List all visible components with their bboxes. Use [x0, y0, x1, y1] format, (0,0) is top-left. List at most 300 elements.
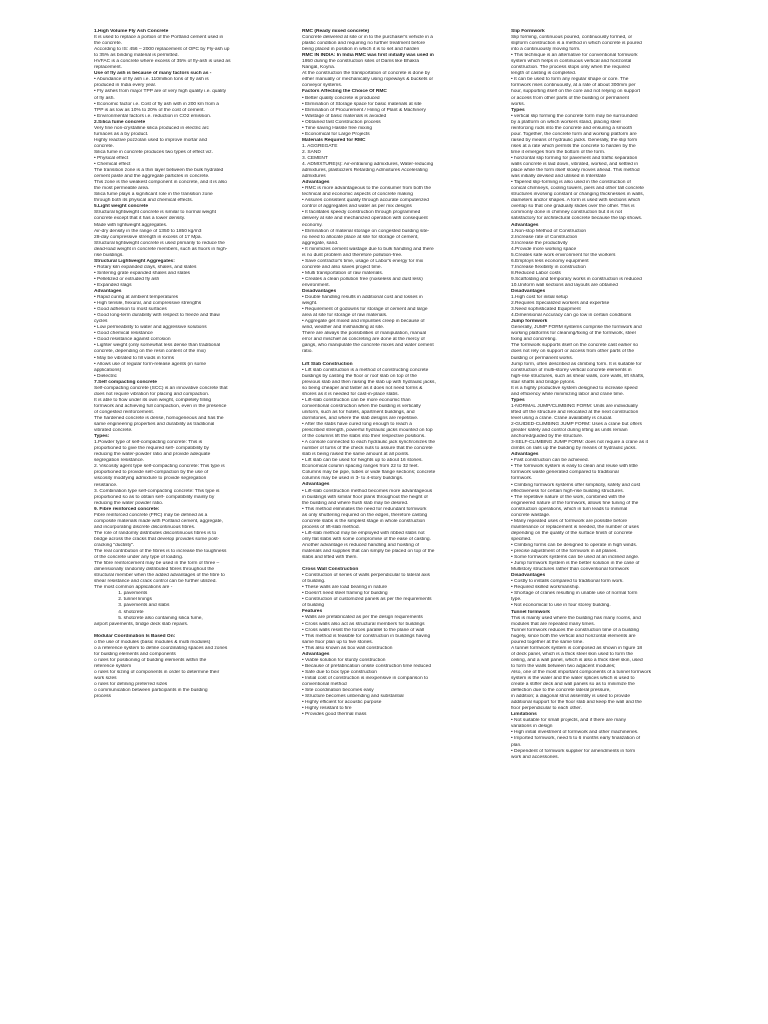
- section-heading: Advantages: [302, 651, 330, 657]
- text-line: This is mainly used where the building has many rooms, and: [511, 615, 641, 621]
- text-line: • Allows use of regular form-release agents (in some: [94, 361, 207, 367]
- section-heading: Advantages: [511, 222, 539, 228]
- text-line: • Safe due to box type construction: [302, 669, 377, 675]
- text-line: • The formwork system is easy to clean and reuse with little: [511, 464, 638, 470]
- text-line: plastic condition and requiring no further treatment before: [302, 41, 426, 47]
- text-line: 2. Viscosity agent type self-compacting concrete: This type is: [94, 464, 225, 470]
- text-line: columns may be used in 3- to 4-story buildings.: [302, 476, 404, 482]
- text-line: concrete wastage.: [511, 512, 551, 518]
- text-line: the most permeable area.: [94, 186, 150, 192]
- text-line: • Not suitable for small projects, and if there are many: [511, 718, 627, 724]
- text-line: being placed in position in which it is to set and harden: [302, 47, 420, 53]
- text-line: reference system: [94, 663, 132, 669]
- text-line: walls concrete is laid down, vibrated, worked, and settled in: [511, 162, 639, 168]
- section-heading: Use of fly ash is because of many factors such as -: [94, 71, 212, 77]
- section-heading: Disadvantages: [511, 573, 546, 579]
- text-line: system is the waler and the waler splices which is used to: [511, 676, 635, 682]
- text-line: high-rise structures, such as shear walls, core walls, lift shafts,: [511, 373, 645, 379]
- text-line: control of aggregates and water as per mix designs: [302, 204, 412, 210]
- text-line: 3. CEMENT: [302, 155, 328, 161]
- section-heading: Tunnel formwork: [511, 609, 550, 615]
- text-line: The most common applications are -: [94, 585, 173, 591]
- text-line: time it emerges from the bottom of the form.: [511, 149, 606, 155]
- text-line: of congested reinforcement.: [94, 409, 155, 415]
- text-line: • Costly to installs compared to traditional form work.: [511, 579, 624, 585]
- text-line: airport pavements, bridge deck slab repairs.: [94, 621, 189, 627]
- text-line: o rules for positioning of building elements within the: [94, 657, 207, 663]
- text-line: work sizes: [94, 675, 117, 681]
- text-line: engineered nature of the formwork, allows fine tuning of the: [511, 500, 639, 506]
- text-line: work and accessories.: [511, 754, 559, 760]
- text-line: • This method is feasible for construction in buildings having: [302, 633, 431, 639]
- text-line: technical and economic aspects of concrete making: [302, 192, 413, 198]
- text-line: formwork waste generated compared to traditional: [511, 470, 619, 476]
- text-line: • These walls are load bearing in nature: [302, 585, 388, 591]
- text-line: the building and where flush slab may be desired.: [302, 500, 409, 506]
- text-line: of the columns lift the slabs into their respective positions.: [302, 434, 426, 440]
- text-line: of building.: [302, 579, 326, 585]
- text-line: • Abundance of fly ash i.e. 110million tons of fly ash is: [94, 77, 209, 83]
- text-line: • Better quality concrete is produced: [302, 95, 380, 101]
- text-line: of the concrete under any type of loading.: [94, 555, 184, 561]
- text-line: dead-load weight in concrete members, such as floors in high-: [94, 246, 228, 252]
- text-line: anchored/guided by the structure.: [511, 434, 584, 440]
- text-line: • Climbing forms can be designed to operate in high winds.: [511, 542, 638, 548]
- text-line: The formwork supports itself on the concrete cast earlier so: [511, 343, 639, 349]
- text-line: resistance.: [94, 482, 118, 488]
- text-line: cement paste and the aggregate particles in concrete.: [94, 174, 210, 180]
- section-heading: Factors Affecting the Choice Of RMC: [302, 89, 387, 95]
- text-line: 3. pavements and slabs: [94, 603, 170, 609]
- text-line: • Rotary kiln expanded clays, shales, and slates: [94, 264, 197, 270]
- text-line: • Doesn't need steel framing for building: [302, 591, 388, 597]
- text-line: composite materials made with Portland cement, aggregate,: [94, 518, 223, 524]
- text-line: • horizontal slip forming for pavement and traffic separation: [511, 155, 638, 161]
- text-line: • Elimination of Procurement / Hiring of Plant & Machinery: [302, 107, 426, 113]
- text-line: modules that are repeated many times.: [511, 621, 596, 627]
- text-line: specified.: [511, 536, 532, 542]
- text-line: process of lift-slab method.: [302, 524, 360, 530]
- text-line: • Provides good thermal mass: [302, 712, 367, 718]
- text-line: 1-NORMAL JUMP/CLIMBING FORM: Units are individually: [511, 403, 638, 409]
- text-line: 6.Employs less economy equipment: [511, 258, 589, 264]
- text-line: formwork.: [511, 476, 533, 482]
- section-heading: RMC IN INDIA: In India RMC was first initially was used in: [302, 53, 434, 59]
- text-line: cycles: [94, 319, 108, 325]
- text-line: • Economical for Large Projects: [302, 131, 370, 137]
- text-line: admixtures: [302, 174, 326, 180]
- text-line: • After the slabs have cured long enough to reach a: [302, 422, 412, 427]
- text-line: floor perpendicular to each other.: [511, 706, 582, 712]
- text-line: proportioned to give the required self- compatibility by: [94, 446, 209, 452]
- text-line: works.: [511, 101, 525, 107]
- text-line: 5.Creates safe work environment for the workers: [511, 252, 616, 258]
- text-line: dimensionally randomly distributed fibres throughout the: [94, 567, 215, 573]
- text-line: ceiling, and a wall panel, which is also a thick steel skin, used: [511, 657, 643, 663]
- text-line: • Cross walls resist the forces parallel to the plane of wall: [302, 627, 425, 633]
- section-heading: RMC (Ready mixed concrete): [302, 29, 370, 34]
- text-line: • Assures consistent quality through accurate computerized: [302, 198, 429, 204]
- text-line: Structural lightweight concrete is used primarily to reduce the: [94, 240, 225, 246]
- text-line: Multistory structures rather than conventional formwork: [511, 567, 629, 573]
- text-line: • Good chemical resistance: [94, 331, 153, 337]
- text-line: • Sintering grate expanded shales and slates: [94, 270, 190, 276]
- text-line: Highly reactive pozzolan used to improve mortar and: [94, 137, 208, 143]
- text-line: • vertical slip forming the concrete form may be surrounded: [511, 113, 638, 119]
- text-line: • Construction of series of walls perpendicular to lateral axis: [302, 573, 430, 579]
- text-line: • Rapid curing at ambient temperatures: [94, 295, 179, 301]
- text-line: by a platform on which workers stand, placing steel: [511, 119, 621, 125]
- text-line: 2.Requires Specialized workers and expertise: [511, 301, 610, 307]
- text-line: shear resistance and crack control can be further utilized.: [94, 579, 217, 585]
- section-heading: Advantages: [94, 289, 122, 295]
- text-line: 5. shotcrete also containing silica fume,: [94, 615, 203, 621]
- text-line: reducing the water powder ratio.: [94, 500, 164, 506]
- text-line: deflection due to the concrete lateral pressure,: [511, 688, 611, 694]
- text-line: The transition zone is a thin layer between the bulk hydrated: [94, 168, 224, 174]
- text-line: 2.Increase rate of Construction: [511, 234, 578, 240]
- text-line: of building: [302, 603, 325, 609]
- text-line: • Initial cost of construction is inexpensive in comparison to: [302, 675, 429, 681]
- text-line: • Some formwork systems can be used at an inclined angle.: [511, 555, 640, 561]
- text-line: either manually or mechanically using ropeways & buckets or: [302, 77, 434, 83]
- section-heading: Types:: [94, 434, 110, 440]
- text-line: • Highly efficient for acoustic purpose: [302, 700, 382, 706]
- text-line: uniform, such as for hotels, apartment buildings, and: [302, 409, 415, 415]
- text-line: bridge across the cracks that develop provides some post-: [94, 536, 220, 542]
- text-line: climbs on rails up the building by means of hydraulic jacks.: [511, 446, 637, 452]
- text-line: • High initial investment of formwork and other machineries.: [511, 730, 639, 736]
- text-line: place while the form itself slowly moves ahead. This method: [511, 168, 640, 174]
- text-line: It is able to flow under its own weight, completely filling: [94, 397, 212, 403]
- column-left: [94, 29, 280, 1020]
- text-line: o the use of modules (basic modules & multi modules): [94, 639, 211, 645]
- text-line: 3.Need sophisticated Equipment: [511, 307, 581, 313]
- text-line: buildings by casting the floor or roof slab on top of the: [302, 373, 417, 379]
- text-line: It is a highly productive system designed to increase speed: [511, 385, 638, 391]
- text-line: hour, supporting itself on the core and not relying on support: [511, 89, 640, 95]
- text-line: 2. tunnel linings: [94, 597, 152, 603]
- text-line: • May be vibrated to fill voids in forms: [94, 355, 175, 361]
- section-heading: Lift Slab Construction: [302, 361, 353, 367]
- text-line: It is used to replace a portion of the Portland cement used in: [94, 35, 224, 41]
- section-heading: Types: [511, 397, 525, 403]
- text-line: • Lift slab can be used for heights up to about 16 stories.: [302, 458, 423, 464]
- text-line: • Pelletized or extruded fly ash: [94, 276, 160, 282]
- text-line: • Time saving Hassle free mixing: [302, 125, 373, 131]
- text-line: Concrete delivered at site or in to the purchaser's vehicle in a: [302, 35, 433, 41]
- text-line: concrete and also saves project time.: [302, 264, 382, 270]
- text-line: 1.Powder type of self-compacting concrete: This is: [94, 440, 203, 446]
- text-line: • Good resistance against corrosion: [94, 337, 171, 343]
- text-line: • Because of prefabrication onsite construction time reduced: [302, 663, 432, 669]
- text-line: • Wastage of basic materials is avoided: [302, 113, 387, 119]
- text-line: raised by means of hydraulic jacks. Generally, the slip form: [511, 137, 638, 143]
- text-line: rises at a rate which permits the concrete to harden by the: [511, 143, 636, 149]
- section-heading: 2.Silica fume concrete: [94, 119, 146, 125]
- text-line: viscosity modifying admixture to provide segregation: [94, 476, 207, 482]
- section-heading: Limitations: [511, 712, 537, 718]
- text-line: 3-SELF-CLIMBING JUMP FORM: does not require a crane as it: [511, 440, 648, 446]
- text-line: plan.: [511, 742, 522, 748]
- text-line: does not rely on support or access from other parts of the: [511, 349, 635, 355]
- text-line: applications): [94, 367, 122, 373]
- text-line: Made with lightweight aggregates.: [94, 222, 168, 228]
- text-line: The fibre reinforcement may be used in the form of three –: [94, 561, 220, 567]
- text-line: The hardened concrete is dense, homogeneous and has the: [94, 416, 224, 421]
- text-line: • Aggregate get mixed and impurities creep in because of: [302, 319, 425, 325]
- text-line: • Low permeability to water and aggressive solutions: [94, 325, 207, 331]
- text-line: prescribed strength, powerful hydraulic jacks mounted on top: [302, 428, 433, 434]
- text-line: The real contribution of the fibres is to increase the toughness: [94, 549, 227, 555]
- text-line: • Good long-term durability with respect to freeze and thaw: [94, 313, 220, 319]
- text-line: 2-GUIDED-CLIMBING JUMP FORM: Uses a crane but offers: [511, 422, 642, 428]
- text-line: • Obtained fast Construction process: [302, 119, 381, 125]
- text-line: o rules for sizing of components in order to determine their: [94, 669, 220, 675]
- text-line: concrete except that it has a lower density.: [94, 216, 186, 222]
- text-line: Tunnel formwork reduces the construction time of a building: [511, 627, 639, 633]
- text-line: • Save contractor's time, usage of Labor's energy for mix: [302, 258, 424, 264]
- text-line: • Tapered slip-forming is also used in the construction of: [511, 180, 631, 186]
- text-line: • Elimination of Storage space for basic materials at site: [302, 101, 422, 107]
- text-line: does not require vibration for placing and compaction.: [94, 391, 210, 397]
- text-line: Air-dry density in the range of 1350 to 1850 kg/m3: [94, 228, 202, 234]
- text-line: • Lift-slab construction can be more economic than: [302, 397, 411, 403]
- text-line: • Not economical to use in four storey building.: [511, 603, 611, 609]
- text-line: concrete slabs is the simplest stage in whole construction: [302, 518, 426, 524]
- text-line: same floor plan up to five stories.: [302, 639, 374, 645]
- text-line: environment.: [302, 282, 331, 288]
- text-line: of deck panel, which is a thick steel skin used to form the: [511, 651, 633, 657]
- text-line: • Chemical effect: [94, 162, 131, 168]
- text-line: 4. shotcrete: [94, 609, 144, 615]
- text-line: is no dust problem and therefore pollution-free.: [302, 252, 403, 258]
- text-line: structures involving constant or changing thicknesses in walls,: [511, 192, 644, 198]
- text-line: previous slab and then raising the slab up with hydraulic jacks,: [302, 379, 436, 385]
- text-line: The role of randomly distributes discontinuous fibres is to: [94, 530, 217, 536]
- text-line: A tunnel formwork system is composed as shown in figure 18: [511, 645, 643, 651]
- text-line: the concrete.: [94, 41, 123, 47]
- text-line: as only shuttering required on the edges, therefore casting: [302, 512, 428, 518]
- text-line: process: [94, 694, 111, 700]
- text-line: • Structure becomes unbending and substantial: [302, 694, 404, 700]
- text-line: Jump form, often described as climbing form. It is suitable for: [511, 361, 642, 367]
- text-line: • It facilitates speedy construction through programmed: [302, 210, 421, 216]
- section-heading: Structural Lightweight Aggregates:: [94, 258, 175, 264]
- section-heading: Modular Coordination Is Based On:: [94, 633, 176, 639]
- text-line: stair shafts and bridge pylons.: [511, 379, 576, 385]
- text-line: HVFAC is a concrete where excess of 35% of fly-ash is used as: [94, 59, 231, 65]
- text-line: delivery at site and mechanized operation with consequent: [302, 216, 428, 222]
- text-line: structural member when the added advantages of the fibre to: [94, 573, 225, 579]
- text-line: 2. SAND: [302, 149, 321, 155]
- text-line: 1. pavements: [94, 591, 148, 597]
- text-line: aggregate, sand.: [302, 240, 339, 246]
- text-line: 4.Dimensional Accuracy can go low in certain conditions: [511, 313, 632, 319]
- text-line: number of turns of the check nuts to assure that the concrete: [302, 446, 433, 452]
- text-line: Silica fume plays a significant role in the transition zone: [94, 192, 213, 198]
- text-line: and incorporating discrete discontinuous fibres.: [94, 524, 196, 530]
- text-line: level using a crane. Crane availability is crucial.: [511, 416, 613, 421]
- text-line: At the construction the transportation of concrete is done by: [302, 71, 430, 77]
- text-line: additional support for the floor slab and keep the wall and the: [511, 700, 642, 706]
- text-line: • Good adhesion to most surfaces: [94, 307, 167, 313]
- column-right: [511, 29, 689, 1020]
- text-line: • This method eliminates the need for redundant formwork: [302, 506, 427, 512]
- text-line: Also, one of the most important components of a tunnel formwork: [511, 669, 652, 675]
- text-line: • Jump formwork System is the better solution in the case of: [511, 561, 640, 567]
- text-line: o a reference system to define coordinating spaces and zones: [94, 645, 228, 651]
- text-line: • Imported formwork, need 5 to 6 months early finalization of: [511, 736, 641, 742]
- text-line: reducing the water-powder ratio and provide adequate: [94, 452, 211, 458]
- text-line: produced in India every year.: [94, 83, 157, 89]
- text-line: system which helps in continuous vertical and horizontal: [511, 59, 632, 65]
- text-line: • Environmental factors i.e. reduction in CO2 emission.: [94, 113, 212, 119]
- text-line: • Elimination of material storage on congested building site-: [302, 228, 430, 234]
- text-line: create a stiffer deck and wall panels so as to minimize the: [511, 682, 635, 688]
- text-line: furnaces as a by product.: [94, 131, 149, 137]
- text-line: building or permanent works.: [511, 355, 574, 361]
- text-line: According to IS: 456 – 2000 replacement of OPC by Fly-ash up: [94, 47, 230, 53]
- text-line: • Required skilled workmanship.: [511, 585, 580, 591]
- text-line: 10.Uniform wall sections and layouts are obtained: [511, 282, 618, 288]
- text-line: in addition; a diagonal strut assembly is used to provide: [511, 694, 631, 700]
- text-line: conveyor systems.: [302, 83, 343, 89]
- section-heading: Disadvantages: [511, 289, 546, 295]
- text-line: satisfactory for architectural concrete because the lap shows.: [511, 216, 643, 222]
- text-line: admixtures, plasticizers Retarding Admixtures Accelerating: [302, 168, 428, 174]
- text-line: fixing and concreting.: [511, 337, 557, 343]
- text-line: • RMC is more advantageous to the consumer from both the: [302, 186, 432, 192]
- text-line: Slip forming, continuous poured, continuously formed, or: [511, 35, 633, 41]
- text-line: replacement.: [94, 65, 123, 71]
- text-line: • Dielectric: [94, 373, 117, 379]
- text-line: • This technique is an alternative for conventional formwork: [511, 53, 638, 59]
- text-line: poured together at the same time.: [511, 639, 584, 645]
- text-line: so being cheaper and faster as it does not need forms &: [302, 385, 423, 391]
- text-line: 1.High cost for initial setup: [511, 295, 568, 301]
- text-line: economy.: [302, 222, 323, 228]
- text-line: Generally, JUMP FORM systems comprise the formwork and: [511, 325, 642, 331]
- text-line: greater safety and control during lifting as units remain: [511, 428, 628, 434]
- text-line: TPP is as low as 10% to 20% of the cost of cement.: [94, 107, 205, 113]
- text-line: • Fly ashes from major TPP are of very high quality i.e. quality: [94, 89, 227, 95]
- text-line: There are always the possibilities of manipulation, manual: [302, 331, 427, 337]
- text-line: • A console connected to each hydraulic jack synchronizes the: [302, 440, 436, 446]
- text-line: or access from other parts of the building or permanent: [511, 95, 629, 101]
- text-line: Economical column spacing ranges from 22 to 32 feet.: [302, 464, 419, 470]
- text-line: cracking "ductility".: [94, 542, 135, 548]
- text-line: reinforcing rods into the concrete and ensuring a smooth: [511, 125, 633, 131]
- text-line: commonly done in chimney construction but it is not: [511, 210, 622, 216]
- text-line: conical chimneys, cooling towers, piers and other tall concrete: [511, 186, 644, 192]
- text-line: variations in design: [511, 724, 553, 730]
- section-heading: Advantages: [511, 452, 539, 458]
- text-line: error and mischief as concreting are done at the mercy of: [302, 337, 425, 343]
- text-line: conventional construction when the building is vertically: [302, 403, 421, 409]
- section-heading: Jump formwork: [511, 319, 548, 325]
- text-line: • Climbing formwork systems offer simplicity, safety and cost: [511, 482, 641, 488]
- text-line: to form the walls between two adjacent modules;: [511, 663, 616, 669]
- text-line: conventional method: [302, 681, 347, 687]
- section-heading: 7.Self compacting concrete: [94, 379, 157, 385]
- text-line: • Lift-slab method may be employed with ribbed slabs not: [302, 530, 425, 536]
- text-line: Fibre reinforced concrete (FRC) may be defined as a: [94, 512, 208, 518]
- section-heading: Materials Required for RMC: [302, 137, 366, 143]
- text-line: 3.Increase the productivity: [511, 240, 568, 246]
- text-line: • Viable solution for sturdy construction: [302, 657, 386, 663]
- text-line: • Creates a clean pollution free (noiseless and dust less): [302, 276, 423, 282]
- text-line: • Cross walls also act as structural members for buildings: [302, 621, 425, 627]
- text-line: o communication between participants in the building: [94, 688, 208, 694]
- text-line: • This also known as box wall construction: [302, 645, 393, 651]
- text-line: effectiveness for certain high-rise building structures.: [511, 488, 624, 494]
- text-line: working platforms for cleaning/fixing of the formwork, steel: [511, 331, 636, 337]
- text-line: wind, weather and mishandling at site.: [302, 325, 385, 331]
- text-line: • Dependent of formwork supplier for amendments in form: [511, 748, 636, 754]
- section-heading: Advantages: [302, 180, 330, 186]
- text-line: weight.: [302, 301, 318, 307]
- text-line: • The repetitive nature of the work, combined with the: [511, 494, 626, 500]
- text-line: vibrated concrete.: [94, 428, 133, 434]
- text-line: • Physical effect: [94, 155, 129, 161]
- text-line: slabs and lifted with them.: [302, 555, 358, 561]
- text-line: same engineering properties and durability as traditional: [94, 422, 215, 428]
- text-line: segregation resistance.: [94, 458, 145, 464]
- text-line: ratio.: [302, 349, 313, 355]
- text-line: 4.Provide more working space: [511, 246, 577, 252]
- text-line: depending on the quality of the surface finish of concrete: [511, 530, 633, 536]
- text-line: Columns may be pipe, tubes or wide flange sections; concrete: [302, 470, 436, 476]
- text-line: through both its physical and chemical effects.: [94, 198, 193, 204]
- text-line: 28-day compressive strength in excess of 17 Mpa.: [94, 234, 202, 240]
- text-line: • High tensile, flexural, and compressive strengths: [94, 301, 202, 307]
- text-line: of fly ash.: [94, 95, 115, 101]
- text-line: maintenance or replacement is needed, the number of uses: [511, 524, 639, 530]
- text-line: 3. Combination type self-compacting concrete: This type is: [94, 488, 220, 494]
- text-line: overlap so that one gradually slides over the other. This is: [511, 204, 635, 210]
- text-line: 1. AGGREGATE: [302, 143, 338, 149]
- text-line: no need to allocate place at site for storage of cement,: [302, 234, 419, 240]
- text-line: • Highly resistant to fire: [302, 706, 352, 712]
- text-line: 9.Scaffolding and temporary works in construction is reduced: [511, 276, 642, 282]
- text-line: construction. The process stops only when the required: [511, 65, 630, 71]
- text-line: • Expanded slags: [94, 282, 132, 288]
- text-line: • Multi transportation of raw materials.: [302, 270, 384, 276]
- text-line: slipform construction is a method in which concrete is poured: [511, 41, 642, 47]
- section-heading: 1.High Volume Fly Ash Concrete: [94, 29, 169, 34]
- text-line: Very fine non-crystalline silica produced in electric arc: [94, 125, 209, 131]
- text-line: • Walls are prefabricated as per the design requirements: [302, 615, 423, 621]
- text-line: to 35% as binding material is permitted.: [94, 53, 179, 59]
- section-heading: Features: [302, 609, 323, 615]
- section-heading: Cross Wall Construction: [302, 567, 359, 573]
- text-line: • Lift slab construction is a method of constructing concrete: [302, 367, 429, 373]
- text-line: lifted off the structure and relocated at the next construction: [511, 409, 639, 415]
- text-line: o rules for defining preferred sizes: [94, 682, 168, 688]
- text-line: shores as it is needed for cast-in-place slabs.: [302, 391, 399, 397]
- text-line: • Construction of customized panels as per the requirements: [302, 597, 432, 603]
- text-line: only flat slabs with some compromise of the ease of casting.: [302, 536, 431, 542]
- text-line: • Shortage of cranes resulting in unable use of normal form: [511, 591, 638, 597]
- text-line: concrete, depending on the resin content of the mix): [94, 349, 206, 355]
- text-line: construction operations, which in turn leads to minimal: [511, 506, 628, 512]
- text-line: materials and supplies that can simply be placed on top of the: [302, 548, 435, 554]
- text-line: formwork and achieving full compaction, even in the presence: [94, 403, 227, 409]
- text-line: was initially devised and utilised in Interstate: [511, 174, 607, 180]
- text-line: type.: [511, 597, 522, 603]
- text-line: Structural lightweight concrete is similar to normal weight: [94, 210, 216, 216]
